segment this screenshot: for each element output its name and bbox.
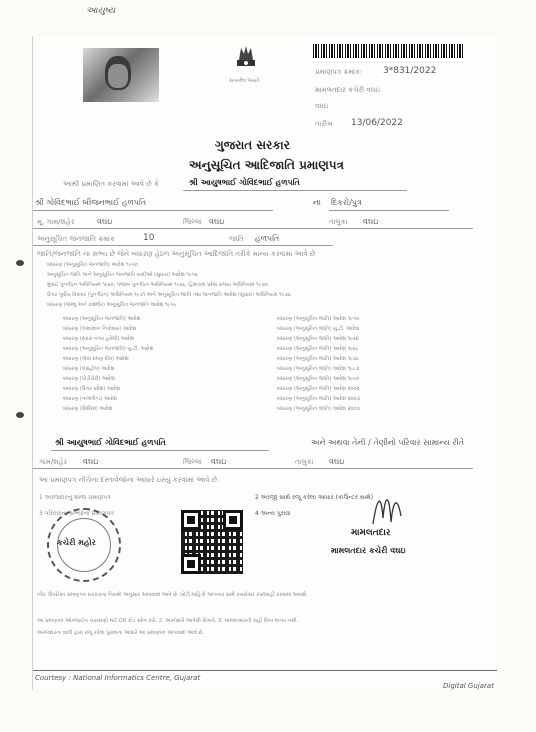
top-handwriting: આયુષ્ય [86,6,116,16]
cert-no-label: પ્રમાણપત્ર ક્રમાંક: [315,68,363,76]
tribe-value: હળપતિ [255,234,280,243]
fine-line-2: અનુસૂચિત જાતિ અને અનુસૂચિત જનજાતિ યાદીઓ (સુધારા) આદેશ ૧૯૫૬ [47,272,198,278]
fine-line-4: ઉત્તર પૂર્વીય વિસ્તાર (પુનર્ગઠન) અધિનિયમ ૧૯૭૧ અને અનુસૂચિત જાતિ તથા જનજાતિ આદેશ (સુધારા) અધિનિયમ ૧૯૭૬ [47,292,291,298]
place-label: વઘઇ [315,102,329,110]
na-label: ના [313,198,321,207]
note-2: આ પ્રમાણપત્ર ઓનલાઈન ચકાસણી માટે QR કોડ સ્કેન કરો. 2. અરજદારે આપેલી વિગતો. 3. મામલતદારની સહી વિના માન્ય નથી. [37,618,299,624]
right-order-10: બંધારણ (અનુસૂચિત જાતિ) આદેશ ૨૦૦૭ [277,406,361,412]
issue-date: 13/06/2022 [351,118,403,128]
right-order-9: બંધારણ (અનુસૂચિત જાતિ) આદેશ ૨૦૦૩ [277,396,360,402]
right-order-2: બંધારણ (અનુસૂચિત જાતિ) યુ.ટી. આદેશ [277,326,360,332]
res-taluka-label: તાલુકા [295,458,314,466]
note-1: નોંધ: ઉપરોક્ત પ્રમાણપત્ર સરકારના નિયમો અનુસાર આપવામાં આવે છે. ખોટી માહિતી આપનાર સામે કાયદેસર કાર્યવાહી કરવામાં આવશે. [37,592,308,598]
signature-title: મામલતદાર [351,528,391,538]
right-order-6: બંધારણ (અનુસૂચિત જાતિ) આદેશ ૧૯૮૭ [277,366,360,372]
left-order-4: બંધારણ (અનુસૂચિત જનજાતિ) યુ.ટી. આદેશ [63,346,154,352]
res-taluka-value: વઘઇ [329,457,345,466]
left-order-9: બંધારણ (નાગાલેન્ડ) આદેશ [63,396,118,402]
cert-title: અનુસૂચિત આદિજાતિ પ્રમાણપત્ર [189,158,344,172]
fine-line-3: મુંબઈ પુનર્ગઠન અધિનિયમ ૧૯૬૦, પંજાબ પુનર્ગઠન અધિનિયમ ૧૯૬૬, હિમાચલ પ્રદેશ રાજ્ય અધિનિયમ ૧૯૭૦ [47,282,268,288]
right-order-7: બંધારણ (અનુસૂચિત જાતિ) આદેશ ૧૯૯૦ [277,376,359,382]
relation: દિકરો/પુત્ર [331,198,362,207]
res-district-label: જિલ્લા [183,458,202,466]
left-order-1: બંધારણ (અનુસૂચિત જનજાતિ) આદેશ [63,316,141,322]
barcode [313,44,463,58]
right-order-3: બંધારણ (અનુસૂચિત જાતિ) આદેશ ૧૯૬૪ [277,336,359,342]
signature-mark [363,488,423,528]
certify-lead: આથી પ્રમાણિત કરવામાં આવે છે કે [63,180,159,188]
village-value: વઘઇ [97,217,113,226]
resident-tail: અને અથવા તેની / તેણીનો પરિવાર સામાન્ય રીતે [311,438,465,447]
note-3: અરજદારના વાલી દ્વારા રજૂ કરેલા પુરાવાના આધારે આ પ્રમાણપત્ર આપવામાં આવે છે. [37,630,204,636]
seal-text: કચેરી મહોર [57,538,96,547]
res-village-value: વઘઇ [83,457,99,466]
schedule-no: 10 [143,233,155,243]
res-district-value: વઘઇ [211,457,227,466]
right-order-5: બંધારણ (અનુસૂચિત જાતિ) આદેશ ૧૯૭૮ [277,356,360,362]
punch-hole-top [16,260,24,266]
village-label: મૂ. ગામ/શહેર [37,218,75,226]
tribe-label: જાતિ [229,235,244,243]
left-order-3: બંધારણ (દાદરા નગર હવેલી) આદેશ [63,336,134,342]
office-label: મામલતદાર કચેરી વઘઇ [315,86,380,94]
father-name: શ્રી ગોવિંદભાઈ બીજનભાઈ હળપતિ [35,198,147,207]
applicant-name: શ્રી આયુષભાઈ ગોવિંદભાઈ હળપતિ [189,178,300,187]
right-order-8: બંધારણ (અનુસૂચિત જાતિ) આદેશ ૨૦૦૨ [277,386,360,392]
cert-no: 3*831/2022 [383,66,437,76]
taluka-value: વઘઇ [363,217,379,226]
left-order-2: બંધારણ (આંદામાન નિકોબાર) આદેશ [63,326,137,332]
doc-1: 1 અરજદારનું શાળા પ્રમાણપત્ર [39,494,111,501]
applicant-photo [83,48,159,102]
punch-hole-bottom [16,412,24,418]
right-order-1: બંધારણ (અનુસૂચિત જાતિ) આદેશ ૧૯૫૦ [277,316,360,322]
district-value: વઘઇ [209,217,225,226]
doc-3: 3 પરિવારના સભ્યોના પ્રમાણપત્ર [39,510,114,517]
left-order-7: બંધારણ (પોંડીચેરી) આદેશ [63,376,115,382]
gov-title: ગુજરાત સરકાર [215,138,290,152]
left-order-6: બંધારણ (લક્ષદ્વીપ) આદેશ [63,366,115,372]
doc-4: 4 અન્ય પુરાવા [255,510,291,517]
fine-line-5: બંધારણ (જમ્મુ અને કાશ્મીર) અનુસૂચિત જનજાતિ આદેશ ૧૯૫૯ [47,302,177,308]
signature-office: મામલતદાર કચેરી વઘઇ [331,546,406,555]
right-order-4: બંધારણ (અનુસૂચિત જાતિ) આદેશ ૧૯૬૮ [277,346,359,352]
res-village-label: ગામ/શહેર [39,458,68,466]
left-order-8: બંધારણ (ઉત્તર પ્રદેશ) આદેશ [63,386,120,392]
fine-line-1: બંધારણ (અનુસૂચિત જનજાતિ) આદેશ ૧૯૫૦ [47,262,138,268]
schedule-label: અનુસૂચિત જનજાતિ ક્રમાંક [37,235,115,243]
taluka-label: તાલુકા [329,218,348,226]
left-order-5: બંધારણ (ગોવા દમણ દીવ) આદેશ [63,356,129,362]
district-label: જિલ્લા [183,218,202,226]
recognized-line: જાતિ/જનજાતિ ના સભ્ય છે જેને બંધારણ હેઠળ અનુસૂચિત આદિજાતિ તરીકે માન્ય કરવામાં આવે છે [37,250,316,258]
issued-line: આ પ્રમાણપત્ર નીચેના દસ્તાવેજોના આધારે ઇસ્યુ કરવામાં આવે છે. [39,476,220,484]
office-seal [47,508,121,582]
left-order-10: બંધારણ (સિક્કિમ) આદેશ [63,406,113,412]
qr-code[interactable] [181,510,243,574]
date-label: તારીખ [315,120,333,128]
emblem-caption: સત્યમેવ જયતે [229,78,260,84]
certificate [32,36,497,690]
emblem-icon [229,42,263,76]
doc-2: 2 અરજી સાથે રજૂ કરેલા આધાર (કાઉન્ટર સાથે) [255,494,374,501]
footer-right: Digital Gujarat [443,682,494,690]
footer-left: Courtesy : National Informatics Centre, Gujarat [35,674,201,682]
resident-name: શ્રી આયુષભાઈ ગોવિંદભાઈ હળપતિ [55,438,166,447]
